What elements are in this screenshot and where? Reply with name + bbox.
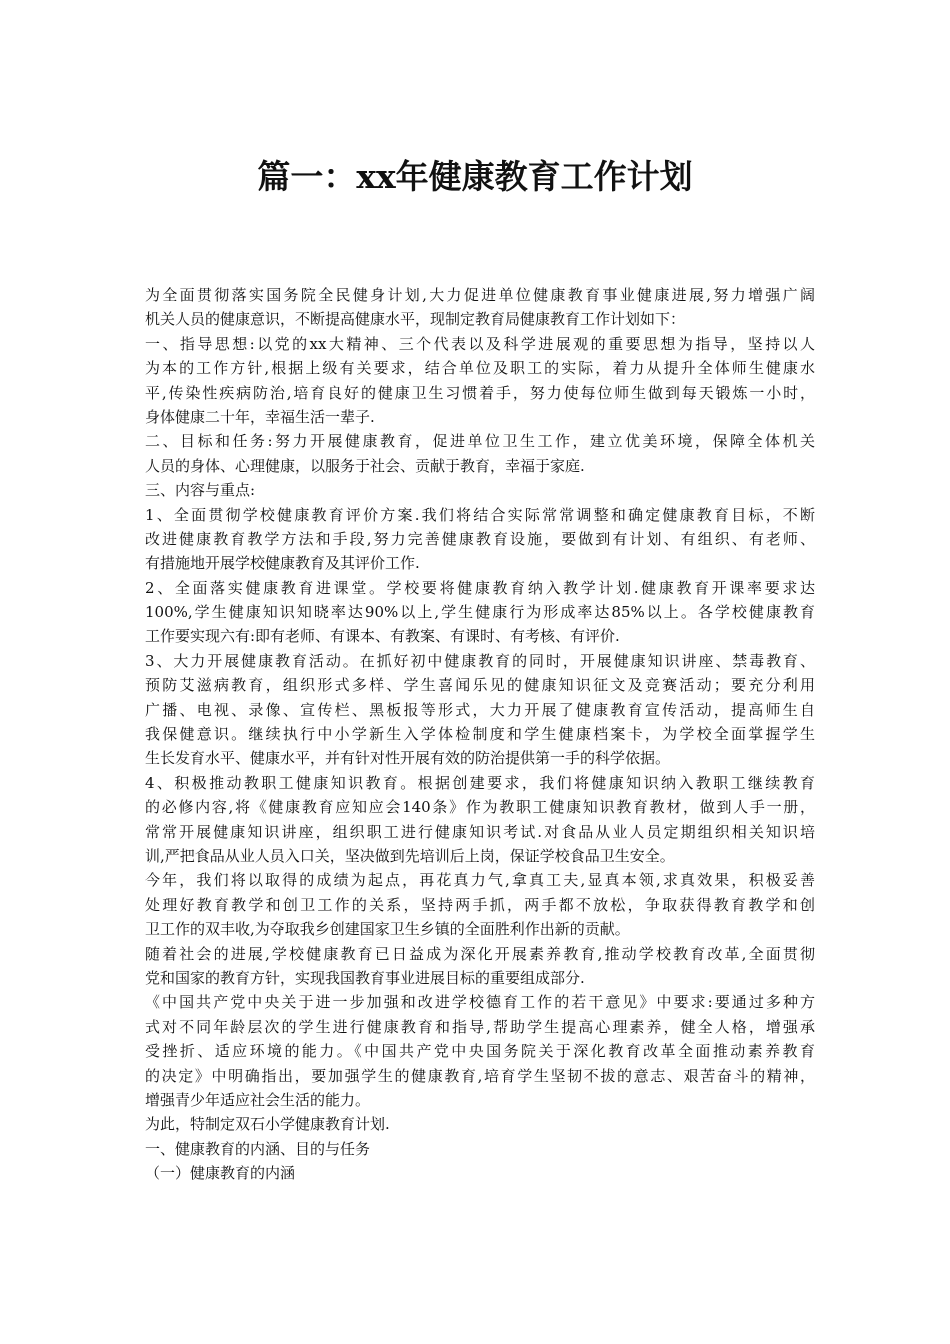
body-line: 式对不同年龄层次的学生进行健康教育和指导,帮助学生提高心理素养，健全人格，增强承 (145, 1017, 815, 1036)
body-line: 为全面贯彻落实国务院全民健身计划,大力促进单位健康教育事业健康进展,努力增强广阔 (145, 286, 815, 304)
body-line: 常常开展健康知识讲座，组织职工进行健康知识考试.对食品从业人员定期组织相关知识培 (145, 822, 815, 841)
body-line: 预防艾滋病教育，组织形式多样、学生喜闻乐见的健康知识征文及竞赛活动；要充分利用 (145, 676, 815, 695)
body-line: 今年，我们将以取得的成绩为起点，再花真力气,拿真工夫,显真本领,求真效果，积极妥善 (145, 871, 815, 890)
body-line: 我保健意识。继续执行中小学新生入学体检制度和学生健康档案卡，为学校全面掌握学生 (145, 725, 815, 744)
body-line: 为此，特制定双石小学健康教育计划. (145, 1115, 390, 1134)
body-line: 平,传染性疾病防治,培育良好的健康卫生习惯着手，努力使每位师生做到每天锻炼一小时， (145, 383, 815, 402)
body-line: 一、指导思想:以党的xx大精神、三个代表以及科学进展观的重要思想为指导，坚持以人 (145, 334, 815, 353)
body-line: 人员的身体、心理健康，以服务于社会、贡献于教育，幸福于家庭. (145, 456, 585, 475)
body-line: 一、健康教育的内涵、目的与任务 (145, 1139, 371, 1158)
body-line: 增强青少年适应社会生活的能力。 (145, 1090, 371, 1109)
body-line: 生长发育水平、健康水平，并有针对性开展有效的防治提供第一手的科学依据。 (145, 749, 671, 768)
body-line: 训,严把食品从业人员入口关，坚决做到先培训后上岗，保证学校食品卫生安全。 (145, 846, 675, 865)
body-line: 党和国家的教育方针，实现我国教育事业进展目标的重要组成部分. (145, 968, 585, 987)
body-line: 为本的工作方针,根据上级有关要求，结合单位及职工的实际，着力从提升全体师生健康水 (145, 359, 815, 378)
document-title: 篇一：xx年健康教育工作计划 (257, 157, 693, 196)
body-line: 《中国共产党中央关于进一步加强和改进学校德育工作的若干意见》中要求:要通过多种方 (145, 993, 815, 1012)
body-line: 工作要实现六有:即有老师、有课本、有教案、有课时、有考核、有评价. (145, 627, 620, 646)
body-line: 改进健康教育教学方法和手段,努力完善健康教育设施，要做到有计划、有组织、有老师、 (145, 529, 815, 548)
body-line: 机关人员的健康意识，不断提高健康水平，现制定教育局健康教育工作计划如下： (145, 310, 686, 329)
body-line: 三、内容与重点: (145, 481, 256, 500)
body-line: 有措施地开展学校健康教育及其评价工作. (145, 554, 420, 573)
document-body (145, 283, 815, 1185)
body-line: 二、目标和任务:努力开展健康教育，促进单位卫生工作，建立优美环境，保障全体机关 (145, 432, 815, 451)
body-line: 3、大力开展健康教育活动。在抓好初中健康教育的同时，开展健康知识讲座、禁毒教育、 (145, 651, 815, 670)
body-line: 受挫折、适应环境的能力。《中国共产党中央国务院关于深化教育改革全面推动素养教育 (145, 1042, 815, 1061)
body-line: 随着社会的进展,学校健康教育已日益成为深化开展素养教育,推动学校教育改革,全面贯彻 (145, 944, 815, 963)
body-line: 1、全面贯彻学校健康教育评价方案.我们将结合实际常常调整和确定健康教育目标，不断 (145, 505, 815, 524)
body-line: 的决定》中明确指出，要加强学生的健康教育,培育学生坚韧不拔的意志、艰苦奋斗的精神， (145, 1066, 815, 1085)
body-line: 卫工作的双丰收,为夺取我乡创建国家卫生乡镇的全面胜利作出新的贡献。 (145, 920, 630, 939)
body-line: 的必修内容,将《健康教育应知应会140条》作为教职工健康知识教育教材，做到人手一册， (145, 798, 815, 817)
body-line: 广播、电视、录像、宣传栏、黑板报等形式，大力开展了健康教育宣传活动，提高师生自 (145, 700, 815, 719)
body-line: 4、积极推动教职工健康知识教育。根据创建要求，我们将健康知识纳入教职工继续教育 (145, 773, 815, 792)
body-line: 身体健康二十年，幸福生活一辈子. (145, 407, 375, 426)
body-line: （一）健康教育的内涵 (145, 1164, 296, 1183)
body-line: 100%,学生健康知识知晓率达90%以上,学生健康行为形成率达85%以上。各学校健康教育 (145, 603, 815, 622)
body-line: 2、全面落实健康教育进课堂。学校要将健康教育纳入教学计划.健康教育开课率要求达 (145, 578, 815, 597)
body-line: 处理好教育教学和创卫工作的关系，坚持两手抓，两手都不放松，争取获得教育教学和创 (145, 895, 815, 914)
